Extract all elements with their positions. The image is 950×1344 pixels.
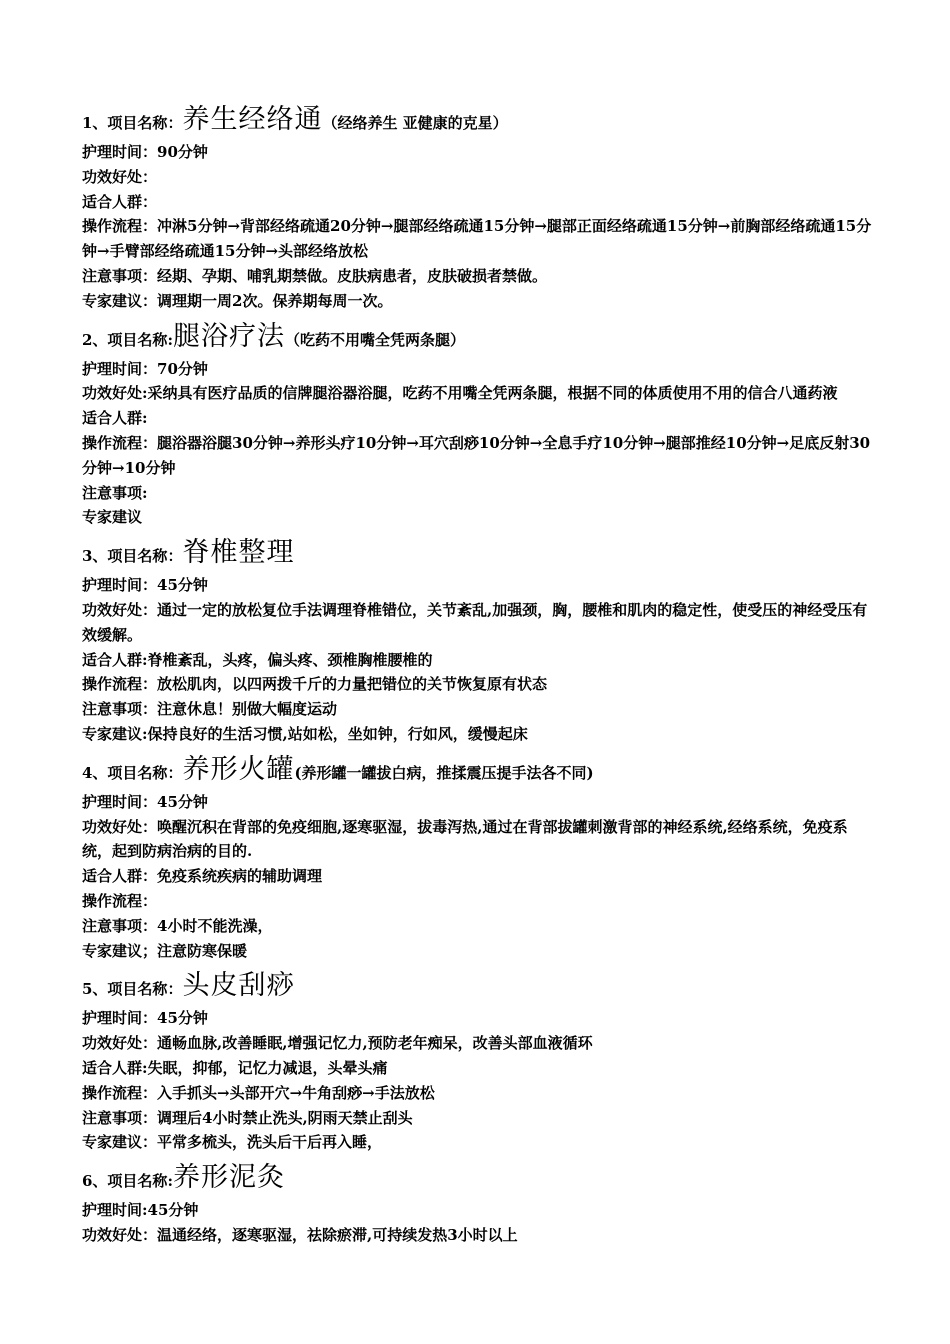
project-number-label: 3、项目名称： bbox=[82, 547, 183, 566]
project-subtitle: （经络养生 亚健康的克星） bbox=[322, 114, 508, 132]
project-heading bbox=[82, 969, 874, 1003]
project-heading bbox=[82, 103, 874, 137]
project-section-2 bbox=[82, 320, 874, 531]
project-number-label: 6、项目名称: bbox=[82, 1172, 173, 1191]
target-group: 适合人群：免疫系统疾病的辅助调理 bbox=[82, 867, 323, 886]
benefits: 功效好处:采纳具有医疗品质的信牌腿浴器浴腿，吃药不用嘴全凭两条腿，根据不同的体质使用不用的信合八通药液 bbox=[82, 384, 838, 403]
project-name: 腿浴疗法 bbox=[172, 320, 285, 352]
project-subtitle: （吃药不用嘴全凭两条腿） bbox=[284, 330, 465, 349]
care-time: 护理时间：70分钟 bbox=[82, 359, 208, 378]
project-heading bbox=[82, 536, 874, 570]
benefits: 功效好处：通畅血脉,改善睡眠,增强记忆力,预防老年痴呆，改善头部血液循环 bbox=[82, 1034, 593, 1053]
benefits: 功效好处：通过一定的放松复位手法调理脊椎错位，关节紊乱,加强颈，胸，腰椎和肌肉的稳定性，使受压的神经受压有效缓解。 bbox=[82, 600, 868, 644]
precautions: 注意事项: bbox=[82, 483, 148, 502]
benefits: 功效好处：温通经络，逐寒驱湿，祛除瘀滞,可持续发热3小时以上 bbox=[82, 1225, 518, 1244]
project-number-label: 5、项目名称： bbox=[82, 980, 183, 999]
expert-advice: 专家建议；注意防寒保暖 bbox=[82, 941, 248, 960]
project-section-4 bbox=[82, 753, 874, 964]
project-section-5 bbox=[82, 969, 874, 1155]
procedure: 操作流程：冲淋5分钟→背部经络疏通20分钟→腿部经络疏通15分钟→腿部正面经络疏通15分钟→前胸部经络疏通15分钟→手臂部经络疏通15分钟→头部经络放松 bbox=[82, 217, 872, 261]
expert-advice: 专家建议:保持良好的生活习惯,站如松，坐如钟，行如风，缓慢起床 bbox=[82, 724, 528, 743]
care-time: 护理时间：90分钟 bbox=[82, 143, 208, 161]
precautions: 注意事项：经期、孕期、哺乳期禁做。皮肤病患者，皮肤破损者禁做。 bbox=[82, 266, 548, 285]
expert-advice: 专家建议 bbox=[82, 508, 143, 527]
precautions: 注意事项：4小时不能洗澡， bbox=[82, 916, 273, 935]
procedure: 操作流程： bbox=[82, 891, 158, 910]
expert-advice: 专家建议：调理期一周2次。保养期每周一次。 bbox=[82, 291, 393, 310]
care-time: 护理时间:45分钟 bbox=[82, 1201, 199, 1220]
precautions: 注意事项：调理后4小时禁止洗头,阴雨天禁止刮头 bbox=[82, 1108, 413, 1127]
project-section-3 bbox=[82, 536, 874, 747]
procedure: 操作流程：放松肌肉，以四两拨千斤的力量把错位的关节恢复原有状态 bbox=[82, 675, 548, 694]
project-number-label: 1、项目名称： bbox=[82, 114, 183, 132]
project-name: 养形泥灸 bbox=[172, 1162, 285, 1194]
project-name: 养生经络通 bbox=[182, 104, 323, 135]
project-name: 养形火罐 bbox=[182, 753, 295, 785]
project-heading bbox=[82, 1161, 874, 1195]
project-number-label: 2、项目名称: bbox=[82, 330, 173, 349]
precautions: 注意事项：注意休息！别做大幅度运动 bbox=[82, 700, 338, 719]
project-heading bbox=[82, 753, 874, 787]
project-section-1 bbox=[82, 103, 874, 314]
project-number-label: 4、项目名称： bbox=[82, 763, 183, 782]
benefits: 功效好处： bbox=[82, 167, 158, 186]
procedure: 操作流程：入手抓头→头部开穴→牛角刮痧→手法放松 bbox=[82, 1083, 435, 1102]
document-body bbox=[82, 103, 874, 1248]
project-subtitle: (养形罐一罐拔白病，推揉震压提手法各不同) bbox=[294, 763, 594, 782]
target-group: 适合人群:脊椎紊乱，头疼，偏头疼、颈椎胸椎腰椎的 bbox=[82, 650, 433, 669]
target-group: 适合人群:失眠，抑郁，记忆力减退，头晕头痛 bbox=[82, 1058, 388, 1077]
care-time: 护理时间：45分钟 bbox=[82, 576, 208, 595]
benefits: 功效好处：唤醒沉积在背部的免疫细胞,逐寒驱湿，拔毒泻热,通过在背部拔罐刺激背部的神经系统,经络系统，免疫系统，起到防病治病的目的. bbox=[82, 817, 848, 861]
project-section-6 bbox=[82, 1161, 874, 1248]
project-heading bbox=[82, 320, 874, 354]
care-time: 护理时间：45分钟 bbox=[82, 1009, 208, 1028]
project-name: 脊椎整理 bbox=[182, 537, 295, 569]
target-group: 适合人群: bbox=[82, 409, 148, 428]
care-time: 护理时间：45分钟 bbox=[82, 792, 208, 811]
project-name: 头皮刮痧 bbox=[182, 970, 295, 1002]
expert-advice: 专家建议：平常多梳头，洗头后干后再入睡， bbox=[82, 1133, 383, 1152]
target-group: 适合人群： bbox=[82, 192, 158, 211]
procedure: 操作流程：腿浴器浴腿30分钟→养形头疗10分钟→耳穴刮痧10分钟→全息手疗10分钟→腿部推经10分钟→足底反射30分钟→10分钟 bbox=[82, 433, 871, 477]
